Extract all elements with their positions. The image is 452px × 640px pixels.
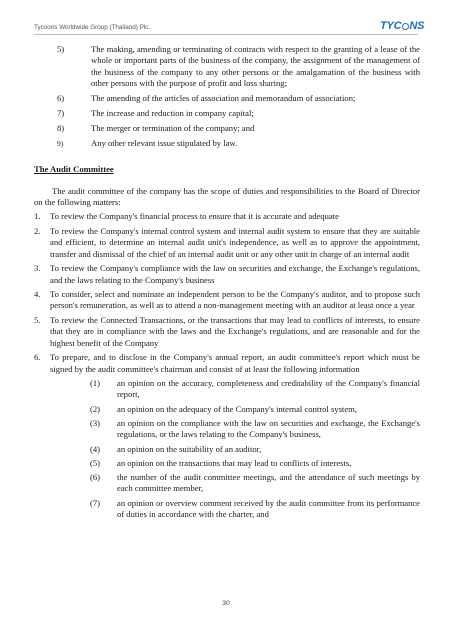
document-body: [34, 44, 420, 523]
duty-item: 4. To consider, select and nominate an independent person to be the Company's auditor, and to propose such person's remuneration, as well as to attend a non-management meeting with an auditor at least once a year: [34, 289, 420, 311]
report-subitem: (1) an opinion on the accuracy, completeness and creditability of the Company's financial report,: [90, 378, 420, 400]
logo-text-left: TYC: [380, 20, 402, 32]
report-subitem: (5) an opinion on the transactions that may lead to conflicts of interests,: [90, 457, 352, 468]
duty-item: 6. To prepare, and to disclose in the Company's annual report, an audit committee's report which must be signed by the audit committee's chairman and consist of at least the following information: [34, 352, 420, 374]
report-subitem: (3) an opinion on the compliance with the law on securities and exchange, the Exchange's regulations, or the laws relating to the Company's business,: [90, 417, 420, 440]
list-item: 5) The making, amending or terminating of contracts with respect to the granting of a lease of the whole or important parts of the business of the company, the assignment of the management of the business of the company to any other persons or the amalgamation of the business with other persons with the purpose of profit and loss sharing;: [57, 44, 420, 88]
report-subitem: (7) an opinion or overview comment received by the audit committee from its performance of duties in accordance with the charter, and: [90, 497, 420, 520]
logo-circle-icon: [402, 23, 409, 30]
section-heading: The Audit Committee: [34, 163, 114, 174]
company-name-header: Tycoons Worldwide Group (Thailand) Plc.: [34, 24, 151, 31]
logo-text-right: NS: [409, 20, 425, 32]
report-subitem: (6) the number of the audit committee meetings, and the attendance of such meetings by each committee member,: [90, 472, 420, 494]
duty-item: 5. To review the Connected Transactions, or the transactions that may lead to conflicts of interests, to ensure that they are in compliance with the laws and the Exchange's regulations, and are reasonable and for the highest benefit of the Company: [34, 315, 420, 348]
list-item: 6) The amending of the articles of association and memorandum of association;: [57, 92, 356, 103]
duty-item: 2. To review the Company's internal control system and internal audit system to ensure that they are suitable and efficient, to determine an internal audit unit's independence, as well as to approve the appointment, transfer and dismissal of the chief of an internal audit unit or any other unit in charge of an internal audit: [34, 226, 420, 259]
list-item: 7) The increase and reduction in company capital;: [57, 108, 254, 119]
list-item: 8) The merger or termination of the company; and: [57, 123, 255, 134]
header-divider: [34, 34, 418, 35]
duty-item: 3. To review the Company's compliance with the law on securities and exchange, the Exchange's regulations, and the laws relating to the Company's business: [34, 263, 420, 285]
section-intro: The audit committee of the company has the scope of duties and responsibilities to the Board of Director on the following matters:: [34, 185, 420, 208]
list-item: 9) Any other relevant issue stipulated by law.: [57, 138, 238, 149]
company-logo: [380, 20, 424, 32]
report-subitem: (4) an opinion on the suitability of an auditor,: [90, 443, 262, 454]
duty-item: 1. To review the Company's financial process to ensure that it is accurate and adequate: [34, 211, 339, 222]
report-subitem: (2) an opinion on the adequacy of the Company's internal control system,: [90, 403, 357, 414]
page-number: 30: [222, 600, 230, 607]
